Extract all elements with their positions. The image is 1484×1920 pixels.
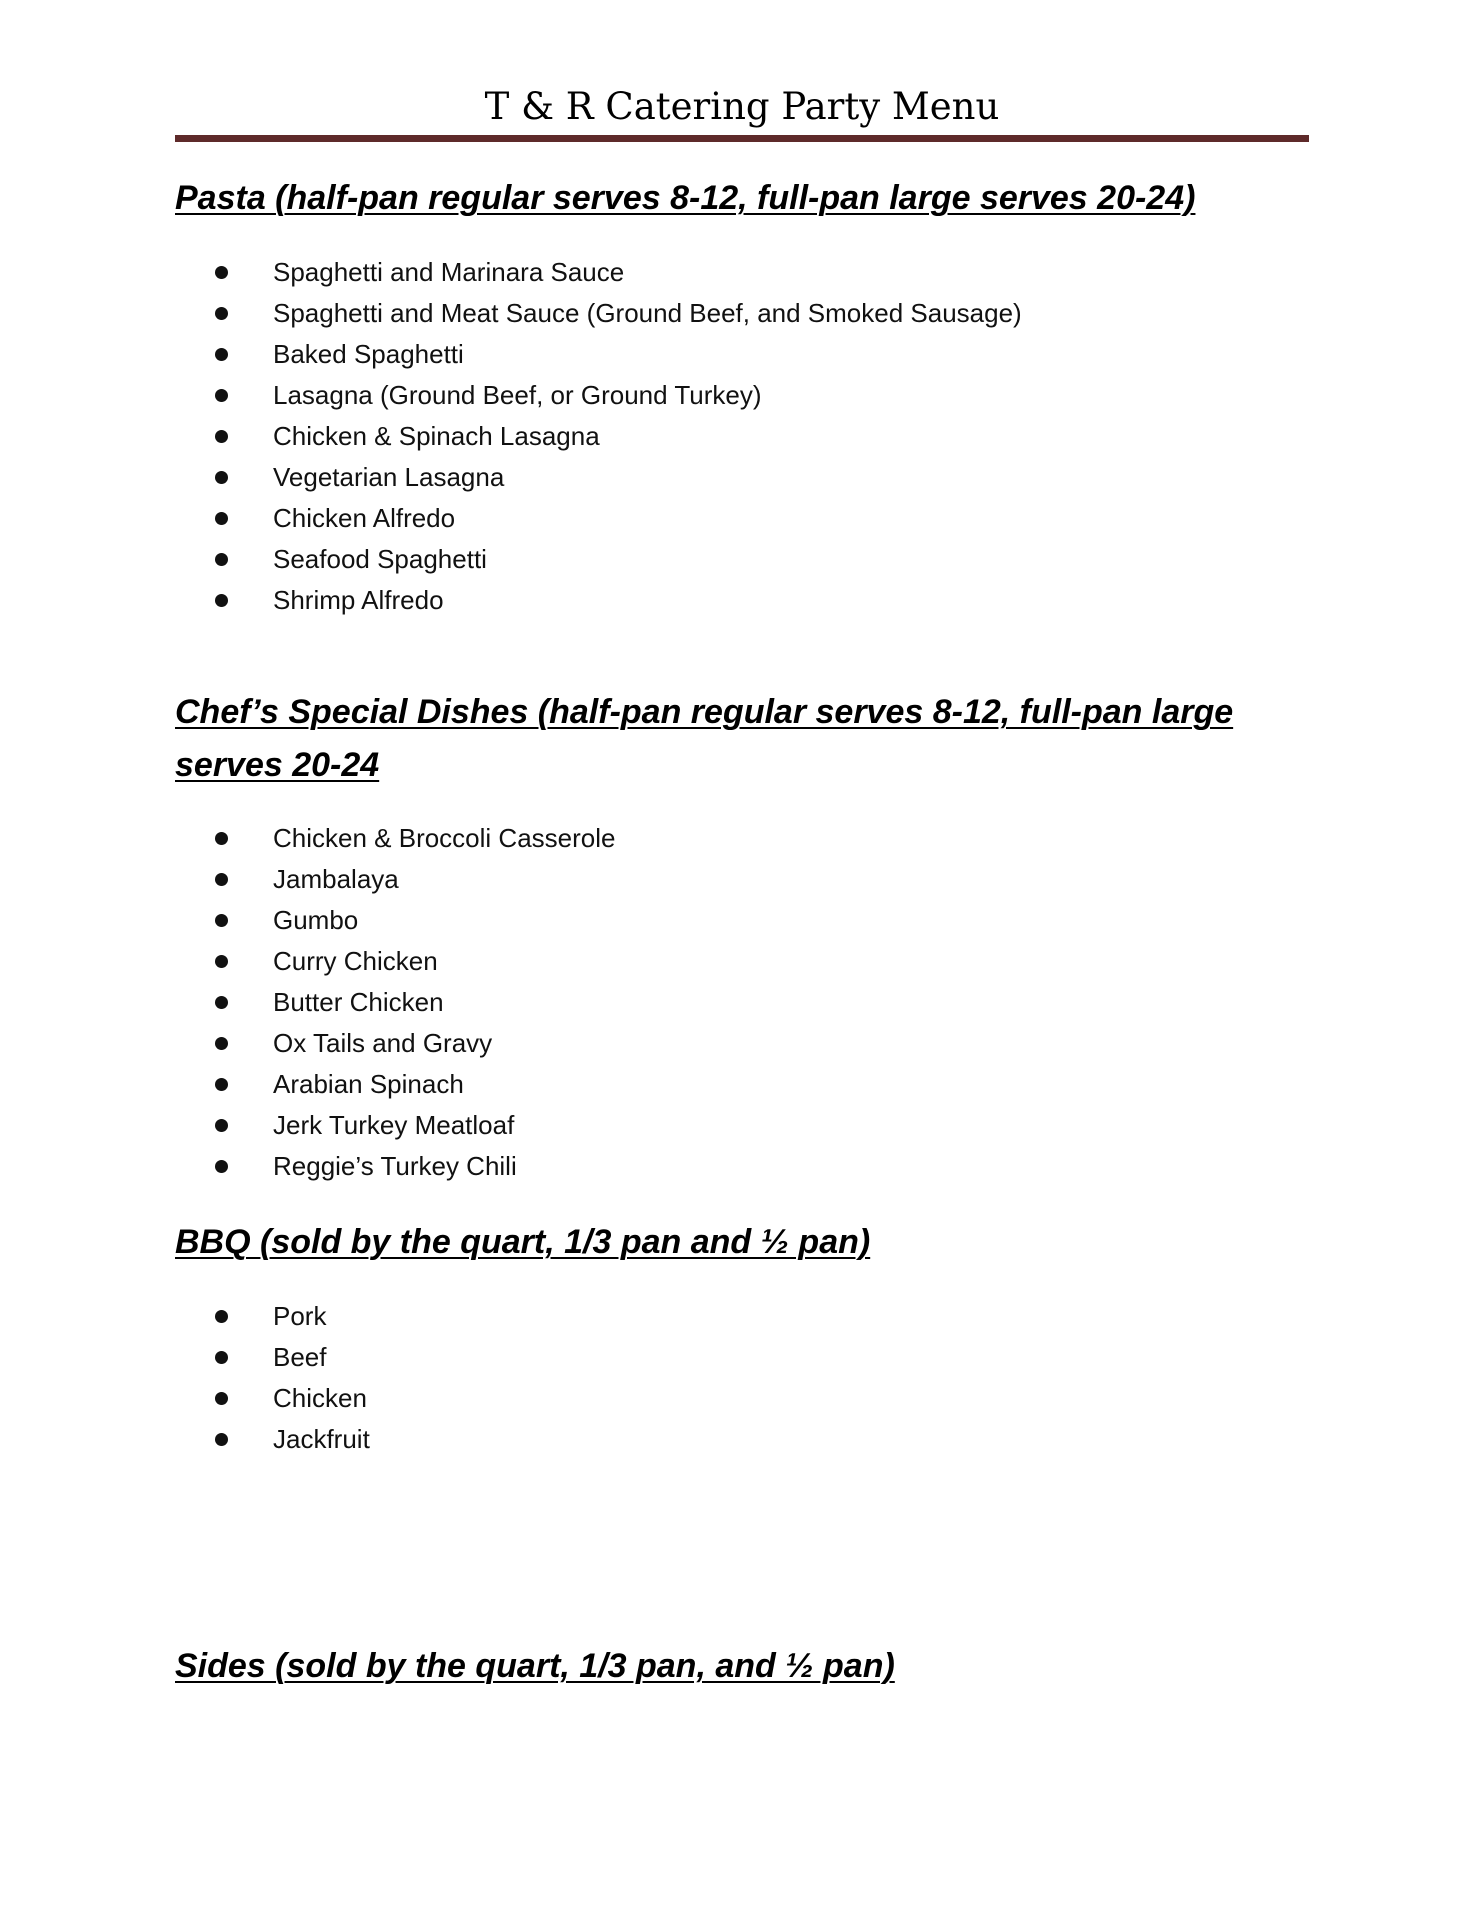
- bullet-icon: [215, 266, 228, 279]
- item-label: Lasagna (Ground Beef, or Ground Turkey): [273, 380, 762, 410]
- list-item: [215, 900, 615, 941]
- item-label: Butter Chicken: [273, 987, 444, 1017]
- bullet-icon: [215, 348, 228, 361]
- bullet-icon: [215, 914, 228, 927]
- list-item: [215, 818, 615, 859]
- chefs-special-list: [215, 818, 615, 1187]
- bullet-icon: [215, 1310, 228, 1323]
- item-label: Jackfruit: [273, 1424, 370, 1454]
- list-item: [215, 982, 615, 1023]
- list-item: [215, 457, 1022, 498]
- item-label: Chicken: [273, 1383, 367, 1413]
- bullet-icon: [215, 1119, 228, 1132]
- bullet-icon: [215, 389, 228, 402]
- item-label: Chicken & Broccoli Casserole: [273, 823, 616, 853]
- item-label: Jambalaya: [273, 864, 399, 894]
- bullet-icon: [215, 1078, 228, 1091]
- list-item: [215, 859, 615, 900]
- list-item: [215, 1296, 370, 1337]
- item-label: Spaghetti and Meat Sauce (Ground Beef, and Smoked Sausage): [273, 298, 1022, 328]
- bullet-icon: [215, 955, 228, 968]
- item-label: Jerk Turkey Meatloaf: [273, 1110, 515, 1140]
- pasta-heading: Pasta (half-pan regular serves 8-12, full-pan large serves 20-24): [175, 179, 1196, 217]
- list-item: [215, 1146, 615, 1187]
- item-label: Pork: [273, 1301, 327, 1331]
- list-item: [215, 580, 1022, 621]
- bullet-icon: [215, 430, 228, 443]
- list-item: [215, 293, 1022, 334]
- bullet-icon: [215, 1433, 228, 1446]
- list-item: [215, 498, 1022, 539]
- pasta-list: [215, 252, 1022, 621]
- list-item: [215, 416, 1022, 457]
- list-item: [215, 1105, 615, 1146]
- bullet-icon: [215, 307, 228, 320]
- title-divider: [175, 135, 1309, 142]
- bullet-icon: [215, 832, 228, 845]
- list-item: [215, 1023, 615, 1064]
- bbq-list: [215, 1296, 370, 1460]
- document-title: T & R Catering Party Menu: [484, 85, 1000, 128]
- item-label: Seafood Spaghetti: [273, 544, 487, 574]
- bullet-icon: [215, 873, 228, 886]
- item-label: Reggie’s Turkey Chili: [273, 1151, 517, 1181]
- item-label: Shrimp Alfredo: [273, 585, 444, 615]
- item-label: Arabian Spinach: [273, 1069, 464, 1099]
- item-label: Spaghetti and Marinara Sauce: [273, 257, 625, 287]
- item-label: Baked Spaghetti: [273, 339, 464, 369]
- bullet-icon: [215, 1037, 228, 1050]
- chefs-special-heading: Chef’s Special Dishes (half-pan regular serves 8-12, full-pan large serves 20-24: [175, 693, 1234, 784]
- item-label: Chicken & Spinach Lasagna: [273, 421, 600, 451]
- item-label: Ox Tails and Gravy: [273, 1028, 493, 1058]
- bullet-icon: [215, 1351, 228, 1364]
- list-item: [215, 252, 1022, 293]
- list-item: [215, 941, 615, 982]
- bullet-icon: [215, 1160, 228, 1173]
- bullet-icon: [215, 512, 228, 525]
- item-label: Vegetarian Lasagna: [273, 462, 505, 492]
- bullet-icon: [215, 594, 228, 607]
- list-item: [215, 1419, 370, 1460]
- bbq-heading: BBQ (sold by the quart, 1/3 pan and ½ pan): [175, 1223, 871, 1261]
- list-item: [215, 334, 1022, 375]
- item-label: Beef: [273, 1342, 327, 1372]
- item-label: Chicken Alfredo: [273, 503, 456, 533]
- list-item: [215, 539, 1022, 580]
- list-item: [215, 1337, 370, 1378]
- list-item: [215, 1378, 370, 1419]
- bullet-icon: [215, 553, 228, 566]
- list-item: [215, 375, 1022, 416]
- bullet-icon: [215, 1392, 228, 1405]
- list-item: [215, 1064, 615, 1105]
- sides-heading: Sides (sold by the quart, 1/3 pan, and ½ pan): [175, 1647, 895, 1685]
- bullet-icon: [215, 996, 228, 1009]
- bullet-icon: [215, 471, 228, 484]
- item-label: Gumbo: [273, 905, 359, 935]
- item-label: Curry Chicken: [273, 946, 438, 976]
